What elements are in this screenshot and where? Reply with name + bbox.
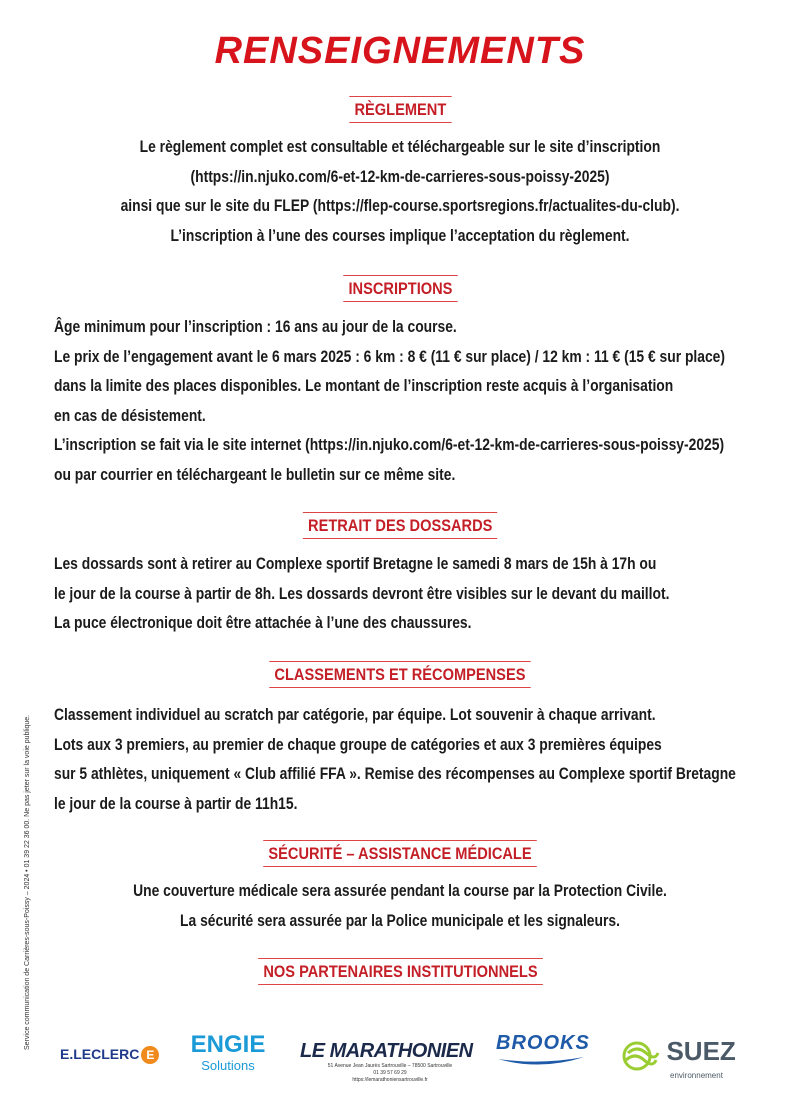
logo-text: E.LECLERC (60, 1046, 140, 1062)
inscriptions-paragraph (54, 313, 800, 490)
brooks-swoosh-icon (496, 1055, 586, 1069)
logo-text: SUEZ (666, 1036, 736, 1066)
logo-subtext: Solutions (201, 1058, 255, 1073)
leclerc-badge-icon: E (141, 1046, 159, 1064)
text-line: le jour de la course à partir de 11h15. (54, 794, 298, 813)
text-line: sur 5 athlètes, uniquement « Club affilié FFA ». Remise des récompenses au Complexe sportif Bretagne (54, 765, 736, 783)
partner-logos (0, 1020, 800, 1120)
text-line: Le prix de l’engagement avant le 6 mars 2025 : 6 km : 8 € (11 € sur place) / 12 km : 11 € (15 € sur place) (54, 347, 726, 366)
heading-text: INSCRIPTIONS (343, 275, 457, 302)
text-line: dans la limite des places disponibles. Le montant de l’inscription reste acquis à l’organisation (54, 377, 674, 395)
heading-text: RETRAIT DES DOSSARDS (303, 512, 498, 539)
text-line: (https://in.njuko.com/6-et-12-km-de-carrieres-sous-poissy-2025) (190, 167, 610, 186)
securite-paragraph (0, 877, 800, 936)
text-line: le jour de la course à partir de 8h. Les dossards devront être visibles sur le devant du maillot. (54, 584, 670, 603)
brooks-logo (496, 1032, 606, 1074)
text-line: Le règlement complet est consultable et téléchargeable sur le site d’inscription (139, 138, 661, 156)
page-title: RENSEIGNEMENTS (214, 30, 586, 72)
heading-text: SÉCURITÉ – ASSISTANCE MÉDICALE (263, 840, 537, 867)
logo-text: LE MARATHONIEN (300, 1040, 473, 1062)
engie-logo (178, 1032, 278, 1073)
heading-text: NOS PARTENAIRES INSTITUTIONNELS (258, 958, 543, 985)
suez-logo (622, 1038, 752, 1080)
section-heading-dossards (0, 512, 800, 540)
suez-wave-icon (622, 1041, 662, 1071)
text-line: Les dossards sont à retirer au Complexe sportif Bretagne le samedi 8 mars de 15h à 17h ou (54, 555, 657, 573)
text-line: ainsi que sur le site du FLEP (https://flep-course.sportsregions.fr/actualites-du-club). (120, 197, 680, 215)
logo-address: 51 Avenue Jean Jaurès Sartrouville – 78500 Sartrouville (327, 1063, 453, 1069)
text-line: ou par courrier en téléchargeant le bulletin sur ce même site. (54, 465, 456, 484)
text-line: L’inscription se fait via le site internet (https://in.njuko.com/6-et-12-km-de-carrieres-sous-poissy-2025) (54, 436, 725, 454)
text-line: La puce électronique doit être attachée à l’une des chaussures. (54, 614, 472, 632)
text-line: L’inscription à l’une des courses implique l’acceptation du règlement. (170, 226, 630, 245)
text-line: Âge minimum pour l’inscription : 16 ans au jour de la course. (54, 318, 457, 336)
side-note: Service communication de Carrières-sous-Poissy – 2024 • 01 39 22 36 00. Ne pas jeter sur la voie publique. (24, 714, 31, 1050)
marathonien-logo (300, 1040, 480, 1084)
text-line: La sécurité sera assurée par la Police municipale et les signaleurs. (180, 911, 620, 930)
logo-text: ENGIE (190, 1031, 266, 1058)
section-heading-classements (0, 661, 800, 689)
text-line: Lots aux 3 premiers, au premier de chaque groupe de catégories et aux 3 premières équipes (54, 735, 662, 754)
text-line: Classement individuel au scratch par catégorie, par équipe. Lot souvenir à chaque arrivant. (54, 706, 656, 724)
leclerc-logo (60, 1046, 159, 1064)
logo-text: BROOKS (496, 1032, 590, 1054)
logo-subtext: environnement (670, 1070, 723, 1080)
heading-text: CLASSEMENTS ET RÉCOMPENSES (269, 661, 530, 688)
reglement-paragraph (0, 133, 800, 251)
heading-text: RÈGLEMENT (349, 96, 451, 123)
logo-url: https://lemarathoniensartrouville.fr (352, 1077, 428, 1083)
section-heading-inscriptions (0, 275, 800, 303)
logo-phone: 01 39 57 69 29 (373, 1070, 407, 1076)
section-heading-securite (0, 840, 800, 868)
dossards-paragraph (54, 550, 787, 639)
text-line: en cas de désistement. (54, 406, 206, 425)
classements-paragraph (54, 701, 800, 819)
section-heading-partenaires (0, 958, 800, 986)
section-heading-reglement (0, 96, 800, 124)
text-line: Une couverture médicale sera assurée pendant la course par la Protection Civile. (133, 882, 667, 900)
